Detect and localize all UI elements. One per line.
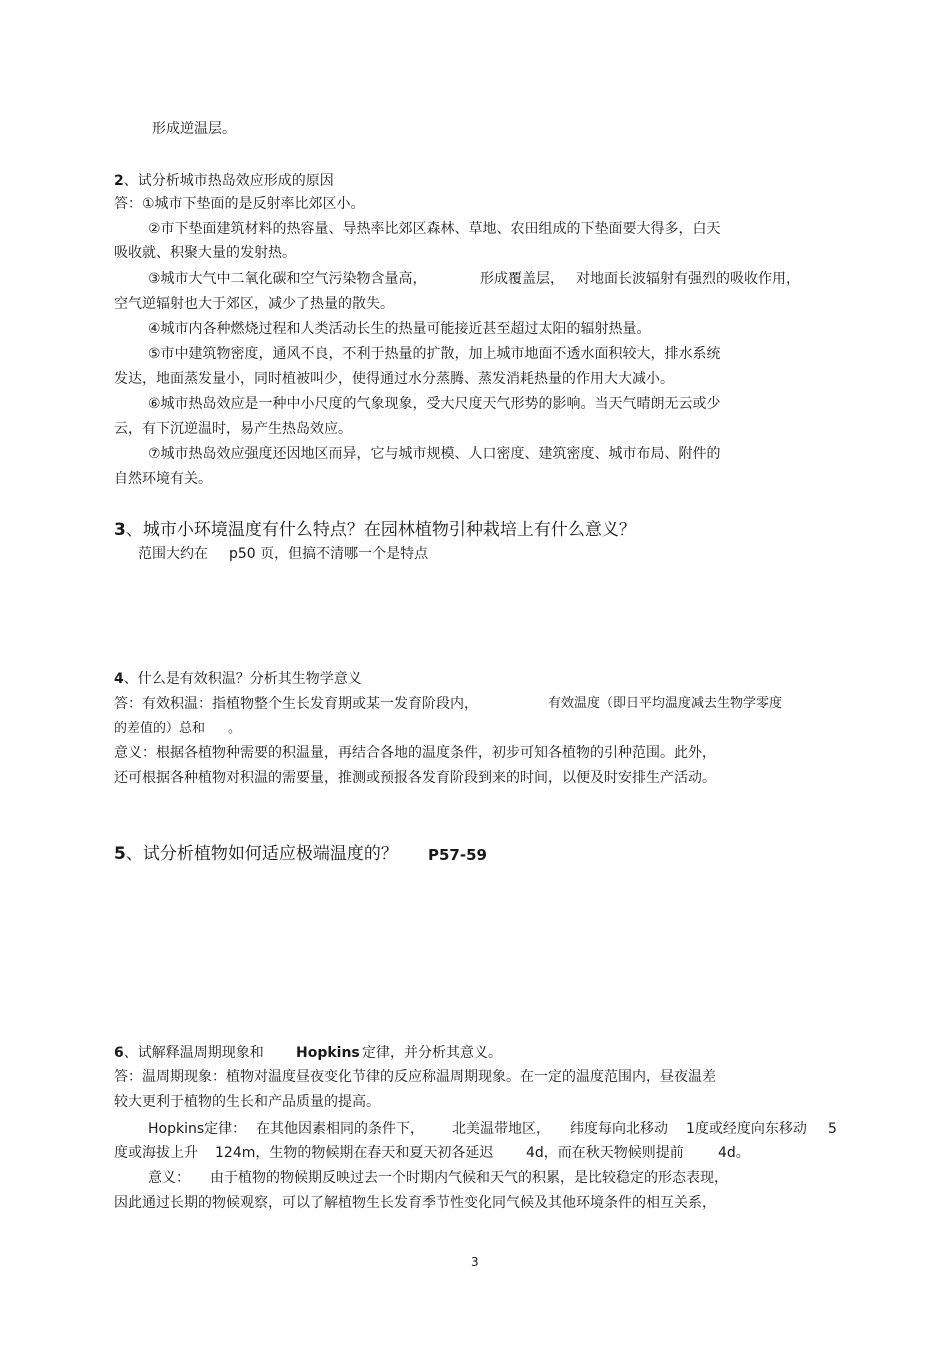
question-number: 2 [114, 173, 124, 189]
question-2-heading [114, 174, 334, 188]
answer-line: 度或海拔上升 [114, 1145, 198, 1161]
question-6-heading [114, 1046, 264, 1060]
answer-line: 。 [228, 721, 242, 736]
answer-line: 4d，而在秋天物候则提前 [526, 1145, 684, 1161]
answer-line: 纬度每向北移动 [570, 1121, 668, 1137]
answer-line: 答：①城市下垫面的是反射率比郊区小。 [114, 196, 365, 212]
answer-line: 发达，地面蒸发量小，同时植被叫少，使得通过水分蒸腾、蒸发消耗热量的作用大大减小。 [114, 371, 674, 387]
answer-line: 吸收就、积聚大量的发射热。 [114, 245, 296, 261]
page-reference: P57-59 [428, 846, 487, 864]
answer-line: 答：温周期现象：植物对温度昼夜变化节律的反应称温周期现象。在一定的温度范围内，昼夜温差 [114, 1069, 716, 1085]
answer-line: Hopkins定律： [148, 1121, 247, 1137]
question-5-heading [114, 846, 398, 863]
answer-line: ④城市内各种燃烧过程和人类活动长生的热量可能接近甚至超过太阳的辐射热量。 [148, 321, 651, 337]
answer-line: 124m，生物的物候期在春天和夏天初各延迟 [215, 1145, 494, 1161]
answer-line: 4d。 [718, 1145, 750, 1161]
answer-line: 范围大约在 [138, 546, 208, 562]
text-line: 形成逆温层。 [152, 121, 236, 137]
question-4-heading [114, 672, 362, 686]
answer-line: 自然环境有关。 [114, 471, 212, 487]
question-number: 3 [114, 520, 126, 540]
page-number: 3 [471, 1255, 479, 1269]
answer-line: 云，有下沉逆温时，易产生热岛效应。 [114, 421, 352, 437]
answer-line: 对地面长波辐射有强烈的吸收作用， [576, 271, 800, 287]
answer-line: 在其他因素相同的条件下， [256, 1121, 424, 1137]
answer-line: 有效温度（即日平均温度减去生物学零度 [548, 696, 783, 711]
answer-line: ②市下垫面建筑材料的热容量、导热率比郊区森林、草地、农田组成的下垫面要大得多，白天 [148, 221, 721, 237]
question-number: 6 [114, 1045, 124, 1061]
answer-line: 还可根据各种植物对积温的需要量，推测或预报各发育阶段到来的时间，以便及时安排生产活动。 [114, 770, 716, 786]
answer-line: ⑥城市热岛效应是一种中小尺度的气象现象，受大尺度天气形势的影响。当天气晴朗无云或少 [148, 396, 721, 412]
answer-line: 意义：根据各植物种需要的积温量，再结合各地的温度条件，初步可知各植物的引种范围。此外， [114, 745, 716, 761]
answer-line: 较大更利于植物的生长和产品质量的提高。 [114, 1094, 380, 1110]
answer-line: 因此通过长期的物候观察，可以了解植物生长发育季节性变化同气候及其他环境条件的相互关系， [114, 1195, 716, 1211]
answer-line: 1度或经度向东移动 [686, 1121, 807, 1137]
answer-line: 北美温带地区， [452, 1121, 550, 1137]
answer-line: 形成覆盖层， [480, 271, 564, 287]
question-text: 、试分析植物如何适应极端温度的？ [125, 844, 398, 864]
answer-line: 5 [828, 1121, 837, 1137]
answer-line: p50 页，但搞不清哪一个是特点 [229, 546, 429, 562]
question-text: 、什么是有效积温？分析其生物学意义 [123, 671, 362, 687]
answer-line: ⑤市中建筑物密度，通风不良，不利于热量的扩散，加上城市地面不透水面积较大，排水系统 [148, 346, 721, 362]
answer-line: ⑦城市热岛效应强度还因地区而异，它与城市规模、人口密度、建筑密度、城市布局、附件的 [148, 446, 721, 462]
answer-line: 答：有效积温：指植物整个生长发育期或某一发育阶段内， [114, 696, 478, 712]
question-text: 、试解释温周期现象和 [123, 1045, 264, 1061]
answer-line: 由于植物的物候期反映过去一个时期内气候和天气的积累，是比较稳定的形态表现， [210, 1170, 728, 1186]
question-text: 、城市小环境温度有什么特点？在园林植物引种栽培上有什么意义？ [125, 520, 636, 540]
question-text: 、试分析城市热岛效应形成的原因 [123, 173, 334, 189]
answer-line: 意义： [148, 1170, 190, 1186]
question-number: 5 [114, 844, 126, 864]
hopkins-term: Hopkins [296, 1045, 360, 1061]
question-number: 4 [114, 671, 124, 687]
question-3-heading [114, 522, 636, 539]
question-text: 定律，并分析其意义。 [362, 1045, 502, 1061]
answer-line: 空气逆辐射也大于郊区，减少了热量的散失。 [114, 296, 394, 312]
answer-line: 的差值的）总和 [114, 721, 206, 736]
answer-line: ③城市大气中二氧化碳和空气污染物含量高， [148, 271, 427, 287]
